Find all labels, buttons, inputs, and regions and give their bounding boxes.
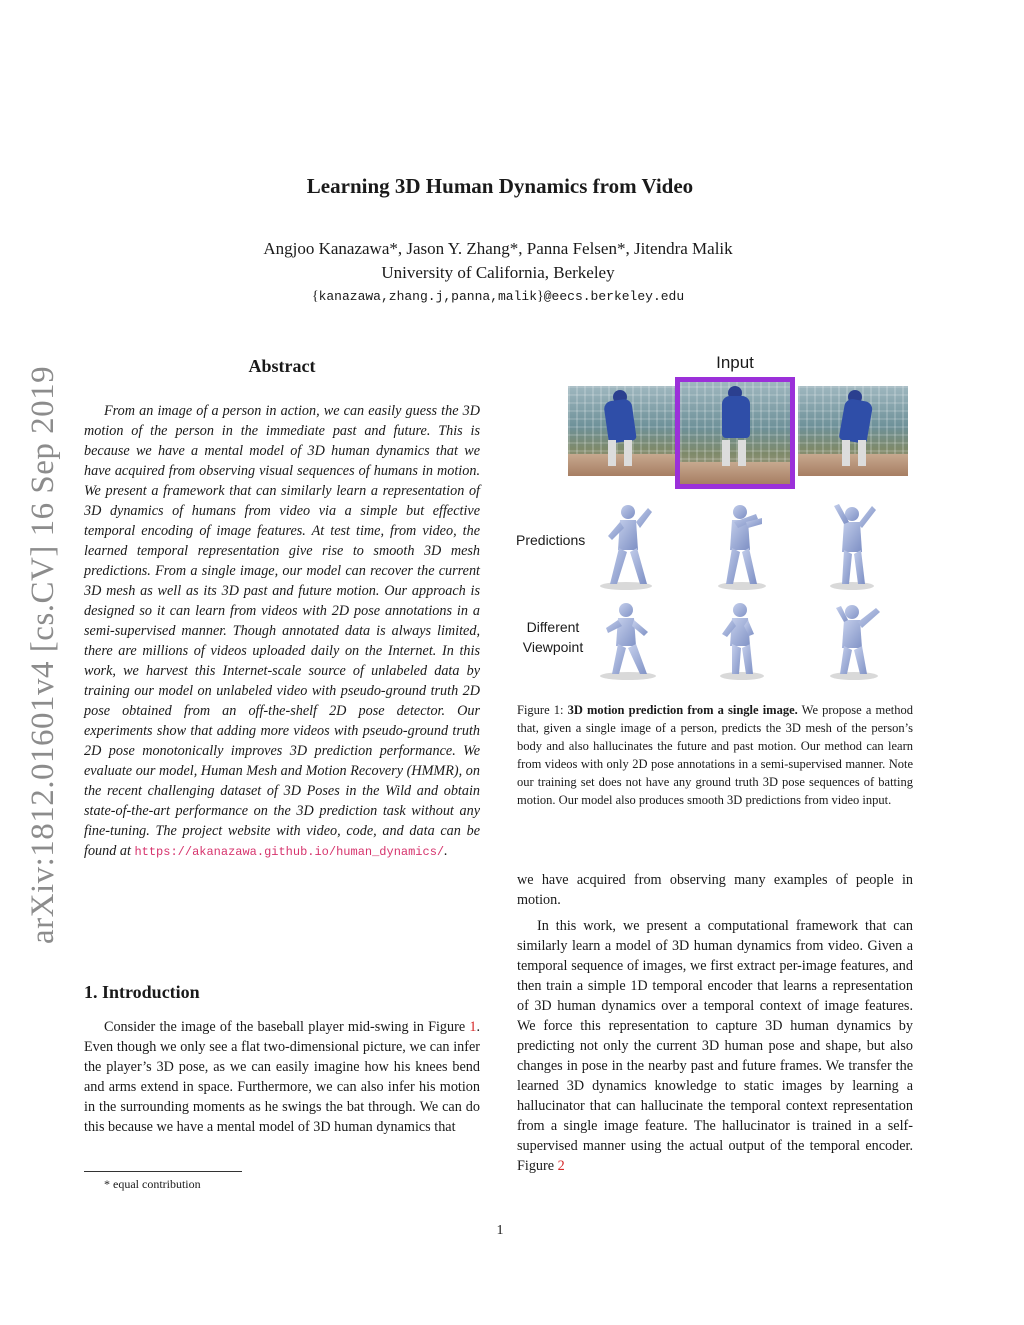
intro-text-a: Consider the image of the baseball player mid-swing in Figure <box>104 1019 466 1035</box>
right-paragraph-2 <box>517 916 913 1176</box>
viewpoint-label-line-2: Viewpoint <box>522 639 584 655</box>
abstract-body <box>84 401 480 862</box>
caption-text: We propose a method that, given a single image of a person, predicts the 3D mesh of the person’s body and also hallucinates the future and past motion. Our method can learn from videos with only 2D pose annotations in a semi-supervised manner. Note our training set does not have any ground truth 3D pose sequences of batting motion. Our model also produces smooth 3D predictions from video input. <box>517 703 913 807</box>
email-brace-open: { <box>311 289 319 304</box>
mesh-prediction-past <box>600 505 652 590</box>
mesh-view-current <box>720 603 764 680</box>
abstract-heading: Abstract <box>248 356 316 376</box>
footnote: * equal contribution <box>104 1177 201 1191</box>
caption-bold: 3D motion prediction from a single image. <box>567 703 798 717</box>
mesh-predictions-row <box>590 498 920 593</box>
figure-1-reference[interactable]: 1 <box>469 1019 477 1035</box>
figure-2-reference[interactable]: 2 <box>557 1158 565 1174</box>
mesh-viewpoint-row <box>590 598 920 683</box>
right-paragraph-2-text: In this work, we present a computational framework that can similarly learn a model of 3D human dynamics from video. Given a temporal sequence of images, we first extract per-image features, and then train a simple 1D temporal encoder that learns a representation of 3D human dynamics over a temporal context of image features. We force this representation to capture 3D human dynamics by predicting not only the current 3D human pose and shape, but also changes in pose in the nearby past and future frames. We transfer the learned 3D dynamics knowledge to static images by learning a hallucinator that can hallucinate the temporal context representation from a single image feature. The hallucinator is trained in a self-supervised manner using the actual output of the temporal encoder. Figure <box>517 918 913 1174</box>
abstract-text: From an image of a person in action, we can easily guess the 3D motion of the person in the immediate past and future. This is because we have a mental model of 3D human dynamics that we have acquired from observing visual sequences of humans in motion. We present a framework that can similarly learn a representation of 3D dynamics of humans from video via a simple but effective temporal encoding of image features. At test time, from video, the learned temporal representation give rise to smooth 3D mesh predictions. From a single image, our model can recover the current 3D mesh as well as its 3D past and future motion. Our approach is designed so it can learn from videos with 2D pose annotations in a semi-supervised manner. Though annotated data is always limited, there are millions of videos uploaded daily on the Internet. In this work, we harvest this Internet-scale source of unlabeled data by training our model on unlabeled video with pseudo-ground truth 2D pose obtained from an off-the-shelf 2D pose detector. Our experiments show that adding more videos with pseudo-ground truth 2D pose monotonically improves 3D prediction performance. We evaluate our model, Human Mesh and Motion Recovery (HMMR), on the recent challenging dataset of 3D Poses in the Wild and obtain state-of-the-art performance on the 3D prediction task without any fine-tuning. The project website with video, code, and data can be found at <box>84 403 480 859</box>
intro-text-b: . Even though we only see a flat two-dimensional picture, we can infer the player’s 3D pose, as we can easily imagine how his knees bend and arms extend in space. Furthermore, we can also infer his motion in the surrounding moments as he swings the bat through. We can do this because we have a mental model of 3D human dynamics that <box>84 1019 481 1135</box>
arxiv-side-stamp: arXiv:1812.01601v4 [cs.CV] 16 Sep 2019 <box>25 365 61 944</box>
right-column-body <box>517 870 913 1176</box>
email-brace-close: } <box>537 289 544 304</box>
abstract-end: . <box>444 843 448 859</box>
predictions-label: Predictions <box>516 532 586 548</box>
mesh-prediction-current <box>718 505 766 590</box>
author-emails <box>0 289 996 305</box>
viewpoint-label-line-1: Different <box>526 619 580 635</box>
introduction-paragraph <box>84 1017 480 1137</box>
author-list: Angjoo Kanazawa*, Jason Y. Zhang*, Panna Felsen*, Jitendra Malik <box>263 239 733 258</box>
figure-input-label: Input <box>716 353 754 372</box>
footnote-rule <box>84 1171 242 1172</box>
mesh-prediction-future <box>830 504 876 590</box>
video-frame-input <box>675 377 795 489</box>
page-number: 1 <box>496 1223 504 1238</box>
project-link[interactable]: https://akanazawa.github.io/human_dynamics/ <box>134 845 445 859</box>
right-paragraph-1: we have acquired from observing many examples of people in motion. <box>517 872 913 908</box>
figure-1-caption <box>517 701 913 809</box>
viewpoint-label <box>516 617 590 657</box>
paper-title: Learning 3D Human Dynamics from Video <box>306 174 694 198</box>
email-users: kanazawa,zhang.j,panna,malik <box>318 289 537 304</box>
affiliation: University of California, Berkeley <box>381 263 615 282</box>
caption-prefix: Figure 1: <box>517 703 568 717</box>
email-domain: @eecs.berkeley.edu <box>543 289 685 304</box>
video-frame-past <box>568 386 678 476</box>
section-heading-introduction: 1. Introduction <box>84 982 200 1002</box>
mesh-view-past <box>600 603 656 680</box>
video-frame-future <box>798 386 908 476</box>
mesh-view-future <box>830 605 880 680</box>
